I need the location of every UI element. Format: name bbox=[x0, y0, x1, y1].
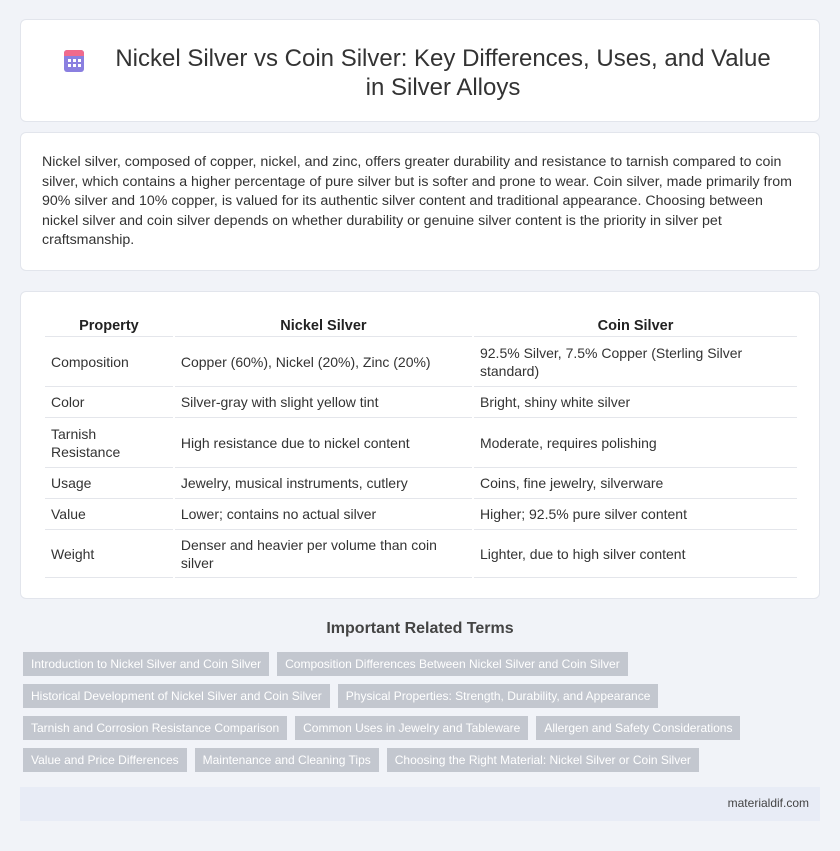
related-term-tag[interactable]: Allergen and Safety Considerations bbox=[536, 716, 740, 740]
cell-coin-silver: Moderate, requires polishing bbox=[474, 418, 797, 468]
related-term-tag[interactable]: Value and Price Differences bbox=[23, 748, 187, 772]
footer bbox=[20, 787, 820, 821]
cell-nickel-silver: Jewelry, musical instruments, cutlery bbox=[175, 468, 472, 499]
related-term-tag[interactable]: Choosing the Right Material: Nickel Silver or Coin Silver bbox=[387, 748, 699, 772]
comparison-table bbox=[43, 313, 799, 578]
related-terms-title: Important Related Terms bbox=[326, 620, 514, 637]
comparison-table-card bbox=[20, 291, 820, 599]
table-header-row bbox=[45, 313, 797, 337]
page-title: Nickel Silver vs Coin Silver: Key Differences, Uses, and Value in Silver Alloys bbox=[115, 45, 771, 101]
cell-nickel-silver: High resistance due to nickel content bbox=[175, 418, 472, 468]
cell-nickel-silver: Copper (60%), Nickel (20%), Zinc (20%) bbox=[175, 337, 472, 387]
cell-property: Usage bbox=[45, 468, 173, 499]
cell-coin-silver: Coins, fine jewelry, silverware bbox=[474, 468, 797, 499]
related-term-tag[interactable]: Composition Differences Between Nickel Silver and Coin Silver bbox=[277, 652, 628, 676]
related-term-tag[interactable]: Common Uses in Jewelry and Tableware bbox=[295, 716, 528, 740]
table-row bbox=[45, 468, 797, 499]
related-term-tag[interactable]: Introduction to Nickel Silver and Coin Silver bbox=[23, 652, 269, 676]
table-row bbox=[45, 418, 797, 468]
document-icon bbox=[61, 48, 87, 74]
table-row bbox=[45, 337, 797, 387]
cell-coin-silver: Lighter, due to high silver content bbox=[474, 530, 797, 578]
header-property: Property bbox=[45, 313, 173, 337]
related-term-tag[interactable]: Historical Development of Nickel Silver and Coin Silver bbox=[23, 684, 330, 708]
table-row bbox=[45, 499, 797, 530]
related-term-tag[interactable]: Maintenance and Cleaning Tips bbox=[195, 748, 379, 772]
cell-nickel-silver: Lower; contains no actual silver bbox=[175, 499, 472, 530]
cell-coin-silver: Higher; 92.5% pure silver content bbox=[474, 499, 797, 530]
footer-site-name: materialdif.com bbox=[727, 796, 809, 810]
related-term-tag[interactable]: Tarnish and Corrosion Resistance Comparison bbox=[23, 716, 287, 740]
cell-coin-silver: 92.5% Silver, 7.5% Copper (Sterling Silver standard) bbox=[474, 337, 797, 387]
cell-property: Weight bbox=[45, 530, 173, 578]
intro-paragraph: Nickel silver, composed of copper, nickel, and zinc, offers greater durability and resistance to tarnish compared to coin silver, which contains a higher percentage of pure silver but is softer and prone to wear. Coin silver, made primarily from 90% silver and 10% copper, is valued for its authentic silver content and traditional appearance. Choosing between nickel silver and coin silver depends on whether durability or genuine silver content is the priority in silver pet craftsmanship. bbox=[42, 154, 792, 248]
table-row bbox=[45, 530, 797, 578]
intro-card bbox=[20, 132, 820, 271]
cell-property: Color bbox=[45, 387, 173, 418]
related-terms-list bbox=[23, 652, 823, 772]
cell-coin-silver: Bright, shiny white silver bbox=[474, 387, 797, 418]
related-term-tag[interactable]: Physical Properties: Strength, Durability, and Appearance bbox=[338, 684, 659, 708]
header-card bbox=[20, 19, 820, 122]
cell-nickel-silver: Silver-gray with slight yellow tint bbox=[175, 387, 472, 418]
table-row bbox=[45, 387, 797, 418]
header-coin-silver: Coin Silver bbox=[474, 313, 797, 337]
header-nickel-silver: Nickel Silver bbox=[175, 313, 472, 337]
cell-property: Value bbox=[45, 499, 173, 530]
cell-property: Tarnish Resistance bbox=[45, 418, 173, 468]
cell-property: Composition bbox=[45, 337, 173, 387]
cell-nickel-silver: Denser and heavier per volume than coin silver bbox=[175, 530, 472, 578]
